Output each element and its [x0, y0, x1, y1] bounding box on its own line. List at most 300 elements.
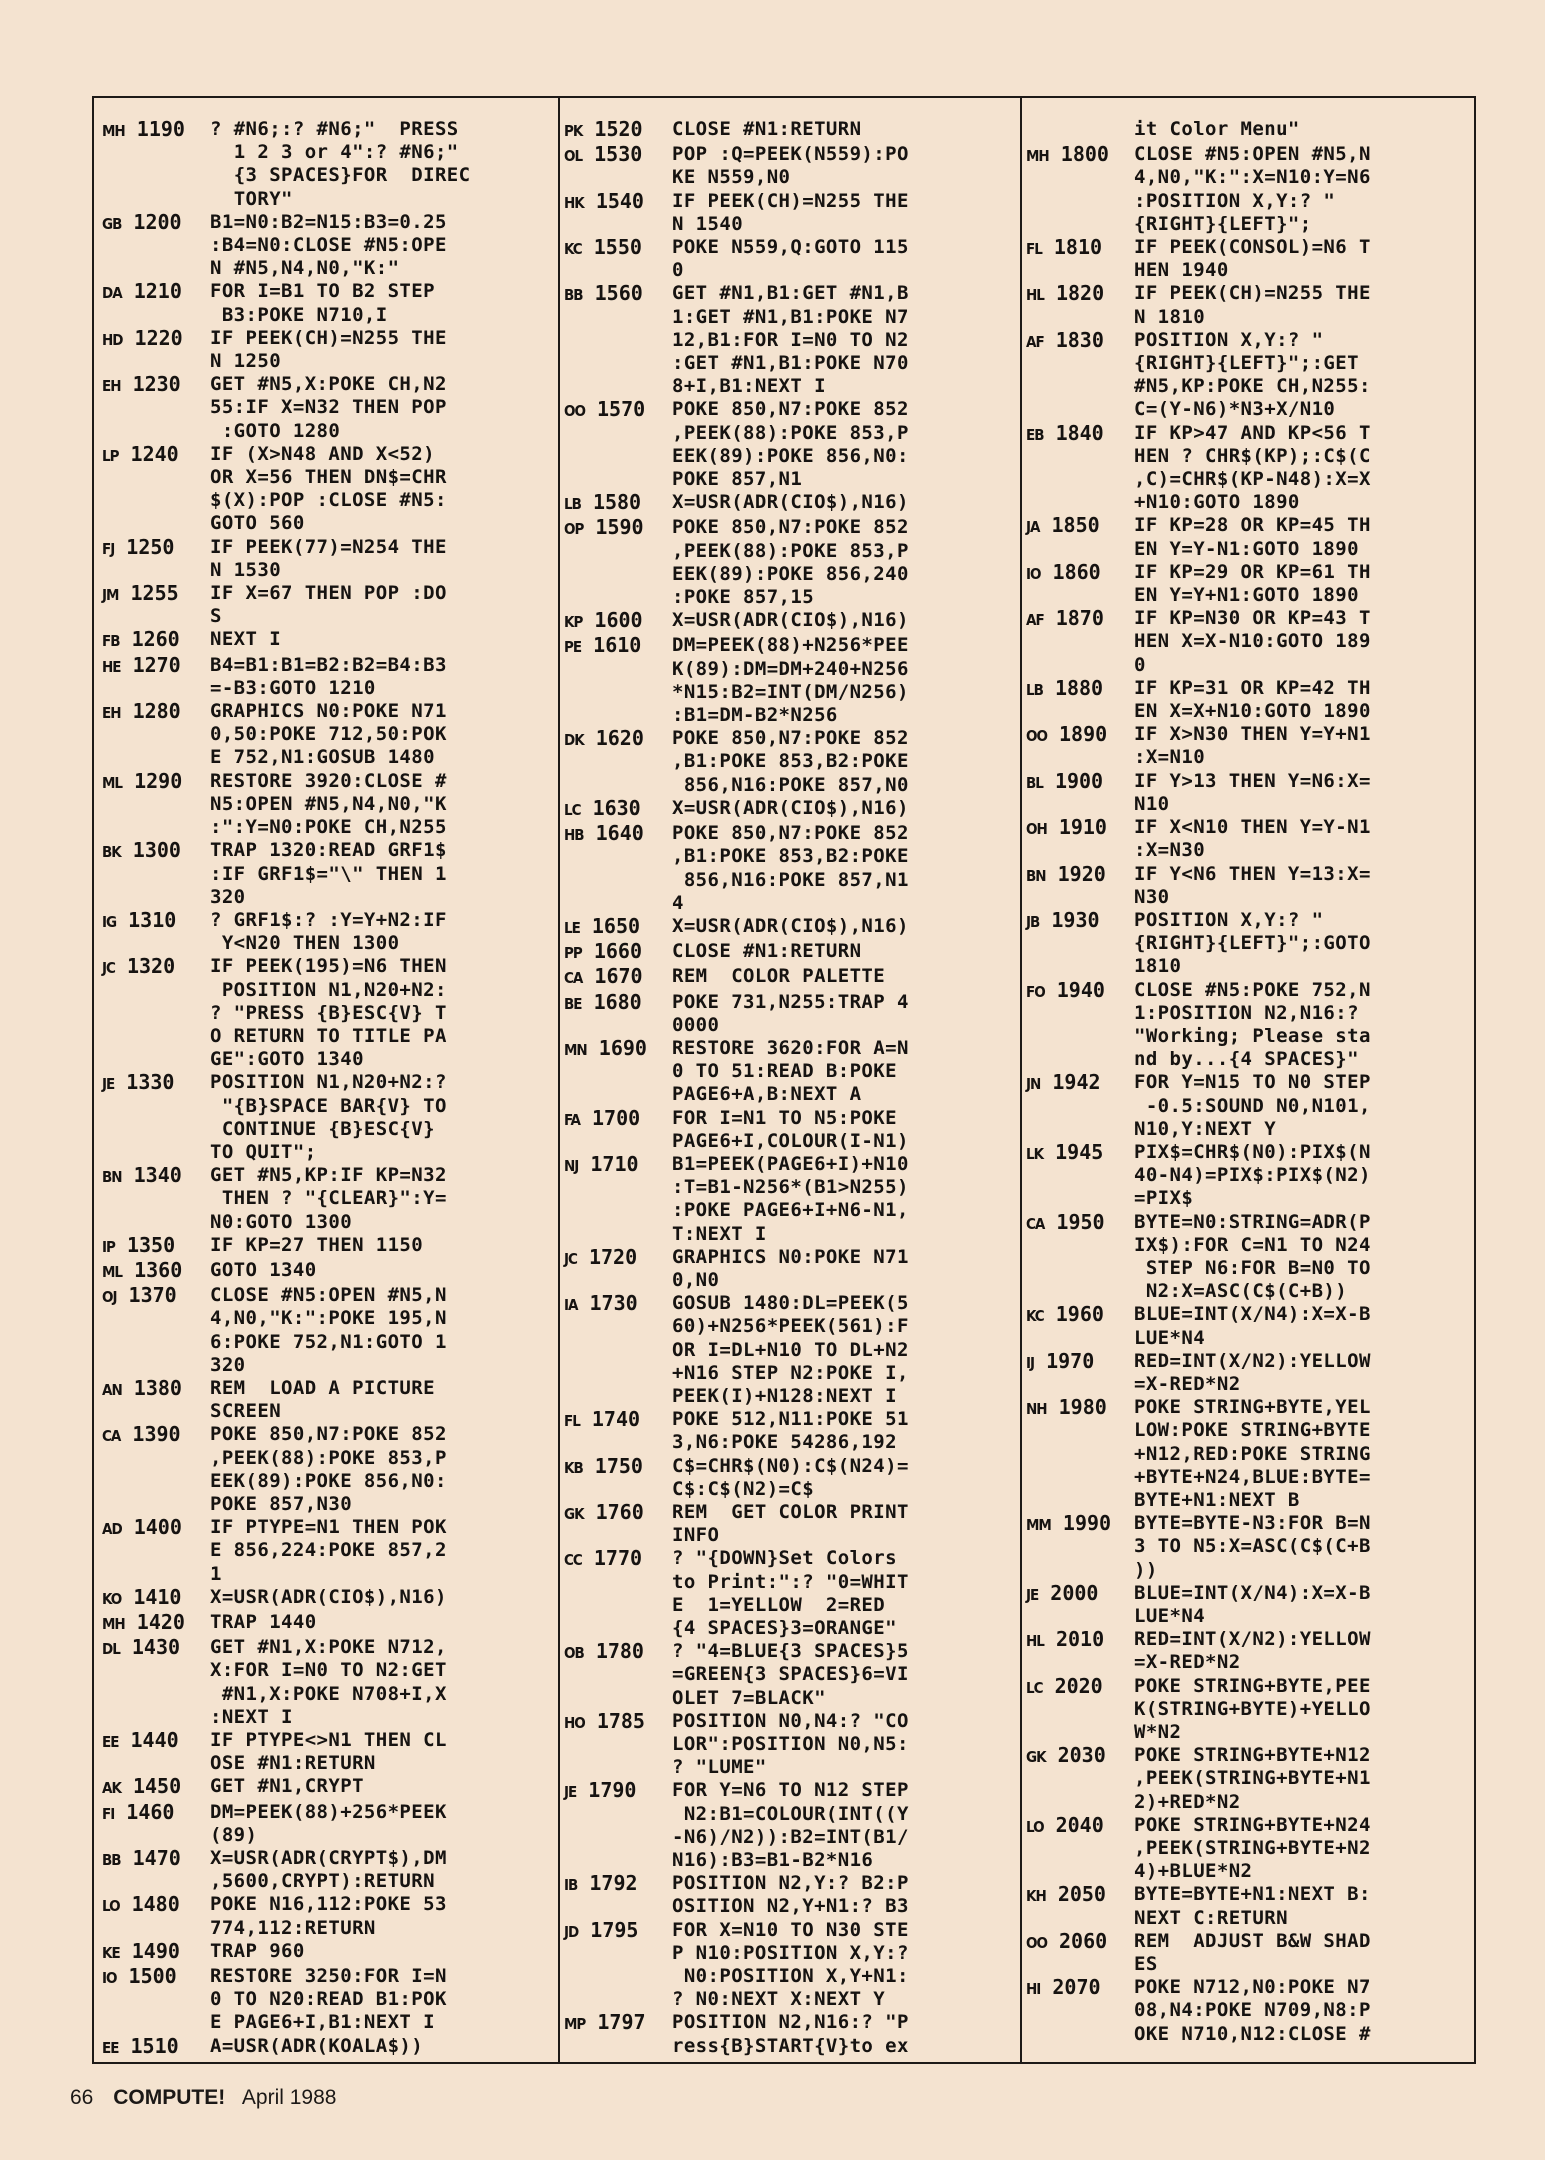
code-text: IF KP=29 OR KP=61 TH EN Y=Y+N1:GOTO 1890	[1134, 560, 1371, 607]
checksum: KC	[1026, 1307, 1044, 1326]
code-line	[1026, 329, 1472, 422]
line-number: 1880	[1054, 675, 1104, 700]
checksum: PE	[564, 638, 582, 657]
code-text: DM=PEEK(88)+N256*PEE K(89):DM=DM+240+N256 *N15:B2=INT(DM/N256) :B1=DM-B2*N256	[672, 634, 909, 727]
checksum: IB	[564, 1876, 578, 1895]
code-line	[1026, 1350, 1472, 1396]
line-label	[564, 1455, 672, 1480]
line-number: 1945	[1055, 1139, 1104, 1164]
checksum: LE	[564, 918, 580, 937]
line-label	[564, 1408, 672, 1433]
line-label	[1026, 770, 1134, 795]
code-text: IF KP=27 THEN 1150	[210, 1233, 424, 1256]
line-label	[564, 236, 672, 261]
code-text: ? "4=BLUE{3 SPACES}5 =GREEN{3 SPACES}6=VI OLET 7=BLACK"	[672, 1640, 909, 1709]
page-number: 66	[70, 2086, 94, 2109]
line-number: 1440	[130, 1728, 179, 1753]
line-label	[102, 628, 210, 653]
column-divider-1	[558, 98, 560, 2062]
checksum: CA	[1026, 1214, 1045, 1233]
checksum: FB	[102, 632, 120, 651]
code-text: DM=PEEK(88)+256*PEEK (89)	[210, 1800, 447, 1846]
checksum: IP	[102, 1237, 115, 1256]
code-line	[1026, 1582, 1472, 1628]
listing-column-1	[102, 118, 552, 2060]
line-number: 1410	[133, 1584, 182, 1609]
line-number: 1370	[128, 1283, 177, 1308]
line-label	[102, 536, 210, 561]
code-line	[102, 443, 552, 536]
line-label	[1026, 1930, 1134, 1955]
checksum: LO	[102, 1897, 120, 1916]
line-number: 1250	[126, 534, 175, 559]
checksum: BB	[564, 286, 583, 305]
line-label	[1026, 723, 1134, 748]
code-line	[564, 2011, 1014, 2057]
line-number: 1490	[131, 1938, 180, 1963]
code-text: RED=INT(X/N2):YELLOW =X-RED*N2	[1134, 1628, 1371, 1674]
line-label	[1026, 1675, 1134, 1700]
line-number: 1690	[598, 1035, 647, 1060]
code-line	[1026, 1883, 1472, 1929]
code-line	[1026, 1396, 1472, 1512]
code-line	[564, 491, 1014, 516]
checksum: MH	[1026, 147, 1049, 166]
checksum: EH	[102, 704, 121, 723]
line-number: 1530	[594, 142, 643, 167]
line-number: 1620	[595, 726, 644, 751]
code-line	[564, 118, 1014, 143]
line-label	[102, 1586, 210, 1611]
checksum: BN	[1026, 866, 1046, 885]
code-line	[102, 1893, 552, 1939]
code-line	[102, 770, 552, 840]
line-number: 1290	[134, 768, 183, 793]
line-number: 1480	[131, 1892, 180, 1917]
code-text: POSITION X,Y:? " {RIGHT}{LEFT}";:GET #N5,KP:POKE CH,N255: C=(Y-N6)*N3+X/N10	[1134, 328, 1371, 421]
checksum: ML	[102, 1262, 123, 1281]
line-number: 2060	[1059, 1928, 1108, 1953]
checksum: IG	[102, 912, 117, 931]
line-number: 1350	[126, 1232, 176, 1257]
code-text: CLOSE #N1:RETURN	[672, 940, 862, 963]
checksum: JE	[102, 1075, 115, 1094]
code-text: REM GET COLOR PRINT INFO	[672, 1500, 909, 1547]
listing-column-2	[564, 118, 1014, 2058]
line-label	[102, 1377, 210, 1402]
line-label	[102, 1847, 210, 1872]
code-line	[102, 327, 552, 373]
line-label	[102, 1164, 210, 1189]
line-number: 1390	[132, 1422, 181, 1447]
line-number: 1660	[593, 939, 642, 964]
code-line	[1026, 816, 1472, 862]
line-label	[102, 373, 210, 398]
line-label	[564, 915, 672, 940]
code-text: GET #N1,B1:GET #N1,B 1:GET #N1,B1:POKE N7 12,B1:FOR I=N0 TO N2 :GET #N1,B1:POKE N70 8+I,B1:NEXT I	[672, 282, 909, 398]
code-line	[564, 1246, 1014, 1292]
code-line	[1026, 1211, 1472, 1304]
checksum: NJ	[564, 1156, 579, 1175]
line-label	[564, 190, 672, 215]
checksum: BN	[102, 1168, 122, 1187]
code-line	[1026, 143, 1472, 236]
line-label	[102, 1284, 210, 1309]
checksum: LK	[1026, 1144, 1044, 1163]
checksum: AD	[102, 1520, 122, 1539]
code-line	[102, 211, 552, 281]
line-number: 2010	[1055, 1627, 1105, 1652]
line-label	[1026, 1744, 1134, 1769]
code-text: POKE 850,N7:POKE 852 ,PEEK(88):POKE 853,P EEK(89):POKE 856,N0: POKE 857,N30	[210, 1423, 447, 1515]
line-label	[1026, 1211, 1134, 1236]
checksum: HI	[1026, 1980, 1041, 1999]
checksum: PP	[564, 944, 582, 963]
code-text: POKE 731,N255:TRAP 4 0000	[672, 990, 909, 1036]
code-line	[564, 1640, 1014, 1710]
line-label	[1026, 1582, 1134, 1607]
line-label	[564, 1872, 672, 1897]
line-number: 1860	[1052, 559, 1101, 584]
line-number: 1470	[132, 1846, 181, 1871]
checksum: BB	[102, 1851, 121, 1870]
checksum: IO	[1026, 564, 1041, 583]
line-label	[102, 1423, 210, 1448]
line-label	[1026, 607, 1134, 632]
line-number: 1400	[133, 1515, 182, 1540]
code-line	[1026, 1744, 1472, 1814]
line-number: 1710	[590, 1151, 639, 1176]
line-number: 2050	[1057, 1882, 1106, 1907]
line-label	[564, 143, 672, 168]
code-text: POKE 850,N7:POKE 852 ,PEEK(88):POKE 853,P EEK(89):POKE 856,240 :POKE 857,15	[672, 516, 909, 609]
code-line	[564, 1779, 1014, 1872]
code-text: FOR Y=N15 TO N0 STEP -0.5:SOUND N0,N101, N10,Y:NEXT Y	[1134, 1071, 1371, 1140]
line-label	[564, 940, 672, 965]
checksum: EE	[102, 1733, 119, 1752]
line-label	[102, 1940, 210, 1965]
checksum: KO	[102, 1589, 122, 1608]
checksum: HO	[564, 1713, 585, 1732]
line-label	[1026, 1350, 1134, 1375]
code-line	[564, 1037, 1014, 1107]
line-number: 1830	[1055, 327, 1104, 352]
code-line	[564, 1919, 1014, 2012]
code-text: POKE 512,N11:POKE 51 3,N6:POKE 54286,192	[672, 1408, 909, 1454]
code-line	[1026, 1303, 1472, 1349]
line-label	[564, 634, 672, 659]
checksum: MH	[102, 1615, 125, 1633]
code-line	[564, 143, 1014, 189]
code-line	[1026, 607, 1472, 677]
checksum: GK	[564, 1504, 584, 1523]
line-number: 1810	[1053, 235, 1103, 260]
checksum: EH	[102, 377, 121, 396]
code-text: RESTORE 3250:FOR I=N 0 TO N20:READ B1:POK E PAGE6+I,B1:NEXT I	[210, 1965, 447, 2034]
line-label	[564, 118, 672, 143]
line-number: 1610	[593, 633, 642, 658]
checksum: HL	[1026, 286, 1044, 305]
code-text: B1=PEEK(PAGE6+I)+N10 :T=B1-N256*(B1>N255) :POKE PAGE6+I+N6-N1, T:NEXT I	[672, 1152, 909, 1245]
code-text: POKE STRING+BYTE,YEL LOW:POKE STRING+BYTE +N12,RED:POKE STRING +BYTE+N24,BLUE:BYTE= BYTE+N1:NEXT B	[1134, 1396, 1371, 1511]
line-label	[564, 1246, 672, 1271]
code-line	[564, 915, 1014, 940]
code-line	[102, 1259, 552, 1284]
line-label	[102, 1611, 210, 1636]
code-text: POKE N712,N0:POKE N7 08,N4:POKE N709,N8:P OKE N710,N12:CLOSE #	[1134, 1976, 1371, 2045]
line-label	[1026, 1071, 1134, 1096]
code-line	[564, 1107, 1014, 1153]
code-line	[564, 940, 1014, 965]
checksum: OO	[564, 402, 585, 421]
line-label	[102, 1801, 210, 1826]
line-number: 1950	[1056, 1209, 1105, 1234]
code-line	[102, 1234, 552, 1259]
checksum: KC	[564, 240, 582, 259]
checksum: FO	[1026, 982, 1045, 1001]
code-line	[564, 965, 1014, 990]
line-label	[564, 727, 672, 752]
checksum: OJ	[102, 1288, 117, 1307]
line-number: 1430	[131, 1635, 181, 1660]
code-text: IF X=67 THEN POP :DO S	[210, 582, 447, 628]
code-text: GET #N1,X:POKE N712, X:FOR I=N0 TO N2:GET #N1,X:POKE N708+I,X :NEXT I	[210, 1636, 447, 1728]
checksum: CC	[564, 1551, 582, 1570]
code-line	[1026, 1071, 1472, 1141]
code-text: GRAPHICS N0:POKE N71 0,N0	[672, 1245, 909, 1291]
code-text: X=USR(ADR(CRYPT$),DM ,5600,CRYPT):RETURN	[210, 1847, 447, 1893]
line-label	[1026, 422, 1134, 447]
line-label	[564, 1710, 672, 1735]
line-number: 1670	[594, 964, 643, 989]
issue-date: April 1988	[241, 2086, 337, 2109]
line-label	[102, 1636, 210, 1661]
line-label	[1026, 863, 1134, 888]
checksum: DA	[102, 284, 122, 303]
line-number: 1780	[595, 1639, 644, 1664]
line-label	[564, 1037, 672, 1062]
line-label	[1026, 816, 1134, 841]
line-label	[102, 2035, 210, 2060]
page-footer	[70, 2086, 336, 2110]
line-label	[564, 516, 672, 541]
line-label	[564, 1107, 672, 1132]
line-number: 1820	[1055, 281, 1105, 306]
line-label	[1026, 143, 1134, 168]
line-label	[1026, 1814, 1134, 1839]
listing-column-3	[1026, 118, 1472, 2046]
checksum: GK	[1026, 1748, 1046, 1767]
line-label	[564, 1919, 672, 1944]
checksum: KE	[102, 1943, 120, 1962]
checksum: KB	[564, 1458, 583, 1477]
checksum: JB	[1026, 912, 1040, 931]
checksum: OB	[564, 1644, 584, 1663]
line-number: 2020	[1054, 1673, 1103, 1698]
line-label	[1026, 1141, 1134, 1166]
line-label	[564, 491, 672, 516]
code-line	[102, 1284, 552, 1377]
line-label	[102, 1775, 210, 1800]
code-line	[564, 822, 1014, 915]
code-text: GRAPHICS N0:POKE N71 0,50:POKE 712,50:POK E 752,N1:GOSUB 1480	[210, 700, 447, 769]
code-line	[102, 118, 552, 211]
checksum: LP	[102, 446, 119, 465]
checksum: JE	[564, 1783, 577, 1802]
code-text: TRAP 960	[210, 1939, 305, 1962]
line-number: 1680	[593, 989, 642, 1014]
checksum: HD	[102, 330, 123, 349]
code-line	[102, 1775, 552, 1800]
line-number: 1792	[589, 1871, 638, 1896]
code-line	[102, 582, 552, 628]
line-number: 1240	[130, 441, 179, 466]
code-line	[102, 1801, 552, 1847]
code-text: RESTORE 3620:FOR A=N 0 TO 51:READ B:POKE PAGE6+A,B:NEXT A	[672, 1036, 909, 1106]
line-label	[564, 1779, 672, 1804]
line-number: 1797	[597, 2010, 646, 2035]
checksum: BL	[1026, 773, 1043, 792]
code-text: X=USR(ADR(CIO$),N16)	[672, 609, 909, 632]
code-text: NEXT I	[210, 628, 282, 651]
line-label	[1026, 1976, 1134, 2001]
checksum: LO	[1026, 1817, 1044, 1836]
code-text: REM LOAD A PICTURE SCREEN	[210, 1376, 435, 1423]
line-number: 1300	[132, 838, 181, 863]
checksum: KH	[1026, 1887, 1046, 1906]
checksum: AF	[1026, 611, 1044, 630]
line-number: 1210	[133, 279, 182, 304]
line-number: 1550	[593, 235, 642, 260]
code-text: IF Y<N6 THEN Y=13:X= N30	[1134, 862, 1371, 908]
code-line	[102, 1940, 552, 1965]
line-label	[564, 965, 672, 990]
checksum: HB	[564, 826, 584, 845]
code-text: POSITION N0,N4:? "CO LOR":POSITION N0,N5: ? "LUME"	[672, 1709, 909, 1779]
line-number: 1270	[132, 652, 181, 677]
line-number: 1870	[1055, 606, 1104, 631]
checksum: MM	[1026, 1516, 1051, 1535]
checksum: OO	[1026, 1933, 1047, 1952]
line-number: 1910	[1058, 815, 1107, 840]
code-text: IF X<N10 THEN Y=Y-N1 :X=N30	[1134, 816, 1371, 862]
code-line	[564, 398, 1014, 491]
line-number: 1570	[597, 397, 646, 422]
code-line	[564, 1292, 1014, 1408]
code-line	[102, 955, 552, 1071]
checksum: BE	[564, 994, 582, 1013]
line-label	[1026, 282, 1134, 307]
line-number: 1230	[132, 372, 181, 397]
code-line	[102, 1164, 552, 1234]
line-label	[564, 991, 672, 1016]
line-label	[102, 582, 210, 607]
code-text: B1=N0:B2=N15:B3=0.25 :B4=N0:CLOSE #N5:OPE N #N5,N4,N0,"K:"	[210, 210, 447, 280]
checksum: LB	[1026, 680, 1043, 699]
code-text: GOSUB 1480:DL=PEEK(5 60)+N256*PEEK(561):F OR I=DL+N10 TO DL+N2 +N16 STEP N2:POKE I, PEEK(I)+N128:NEXT I	[672, 1292, 909, 1407]
code-line	[564, 1547, 1014, 1640]
line-label	[564, 2011, 672, 2036]
checksum: EE	[102, 2038, 119, 2057]
code-line	[1026, 1675, 1472, 1745]
line-label	[102, 118, 210, 143]
line-label	[564, 398, 672, 423]
code-line	[102, 1847, 552, 1893]
checksum: AF	[1026, 332, 1044, 351]
code-text: RESTORE 3920:CLOSE # N5:OPEN #N5,N4,N0,"K :":Y=N0:POKE CH,N255	[210, 769, 447, 839]
code-line	[564, 797, 1014, 822]
code-text: ? GRF1$:? :Y=Y+N2:IF Y<N20 THEN 1300	[210, 908, 447, 955]
code-text: TRAP 1320:READ GRF1$ :IF GRF1$="\" THEN 1 320	[210, 839, 447, 908]
line-number: 1280	[132, 699, 181, 724]
line-label	[102, 1965, 210, 1990]
line-label	[102, 839, 210, 864]
code-text: RED=INT(X/N2):YELLOW =X-RED*N2	[1134, 1349, 1371, 1395]
code-text: IF PEEK(77)=N254 THE N 1530	[210, 535, 447, 581]
line-number: 1920	[1057, 861, 1106, 886]
line-number: 1540	[595, 188, 644, 213]
line-number: 1970	[1046, 1348, 1095, 1373]
checksum: MP	[564, 2015, 586, 2034]
line-number: 2030	[1057, 1743, 1106, 1768]
code-line	[564, 1710, 1014, 1780]
code-line	[102, 536, 552, 582]
line-number: 1600	[594, 608, 643, 633]
code-text: CLOSE #N5:POKE 752,N 1:POSITION N2,N16:? "Working; Please sta nd by...{4 SPACES}"	[1134, 978, 1371, 1071]
line-label	[102, 1516, 210, 1541]
code-line	[102, 1377, 552, 1423]
code-text: POKE 850,N7:POKE 852 ,PEEK(88):POKE 853,P EEK(89):POKE 856,N0: POKE 857,N1	[672, 398, 909, 491]
line-label	[102, 211, 210, 236]
code-line	[1026, 1930, 1472, 1976]
code-text: IF X>N30 THEN Y=Y+N1 :X=N10	[1134, 723, 1371, 769]
line-label	[102, 1071, 210, 1096]
line-number: 1630	[592, 795, 641, 820]
line-label	[102, 327, 210, 352]
code-line	[1026, 514, 1472, 560]
code-line	[102, 373, 552, 443]
code-line	[564, 1153, 1014, 1246]
line-label	[564, 1640, 672, 1665]
checksum: HL	[1026, 1632, 1044, 1651]
line-number: 1770	[593, 1546, 643, 1571]
code-line	[564, 609, 1014, 634]
code-line	[102, 1071, 552, 1164]
checksum: EB	[1026, 425, 1044, 444]
code-line	[102, 909, 552, 955]
checksum: OP	[564, 520, 584, 539]
line-label	[564, 1292, 672, 1317]
code-text: POSITION X,Y:? " {RIGHT}{LEFT}";:GOTO 1810	[1134, 908, 1371, 978]
checksum: FJ	[102, 539, 115, 558]
column-divider-2	[1020, 98, 1022, 2062]
code-text: POKE N559,Q:GOTO 115 0	[672, 236, 909, 282]
code-text: BYTE=N0:STRING=ADR(P IX$):FOR C=N1 TO N24 STEP N6:FOR B=N0 TO N2:X=ASC(C$(C+B))	[1134, 1210, 1371, 1303]
code-line	[102, 1423, 552, 1516]
line-number: 1590	[595, 515, 644, 540]
line-number: 1260	[131, 627, 180, 652]
line-number: 1720	[588, 1244, 638, 1269]
code-text: FOR Y=N6 TO N12 STEP N2:B1=COLOUR(INT((Y -N6)/N2)):B2=INT(B1/ N16):B3=B1-B2*N16	[672, 1779, 909, 1872]
line-number: 1420	[136, 1610, 185, 1634]
line-label	[102, 909, 210, 934]
line-number: 1890	[1059, 722, 1108, 747]
code-text: X=USR(ADR(CIO$),N16)	[672, 796, 909, 819]
line-label	[1026, 329, 1134, 354]
code-text: GET #N5,X:POKE CH,N2 55:IF X=N32 THEN POP :GOTO 1280	[210, 373, 447, 442]
line-number: 1980	[1058, 1395, 1107, 1420]
code-text: POP :Q=PEEK(N559):PO KE N559,N0	[672, 143, 909, 189]
